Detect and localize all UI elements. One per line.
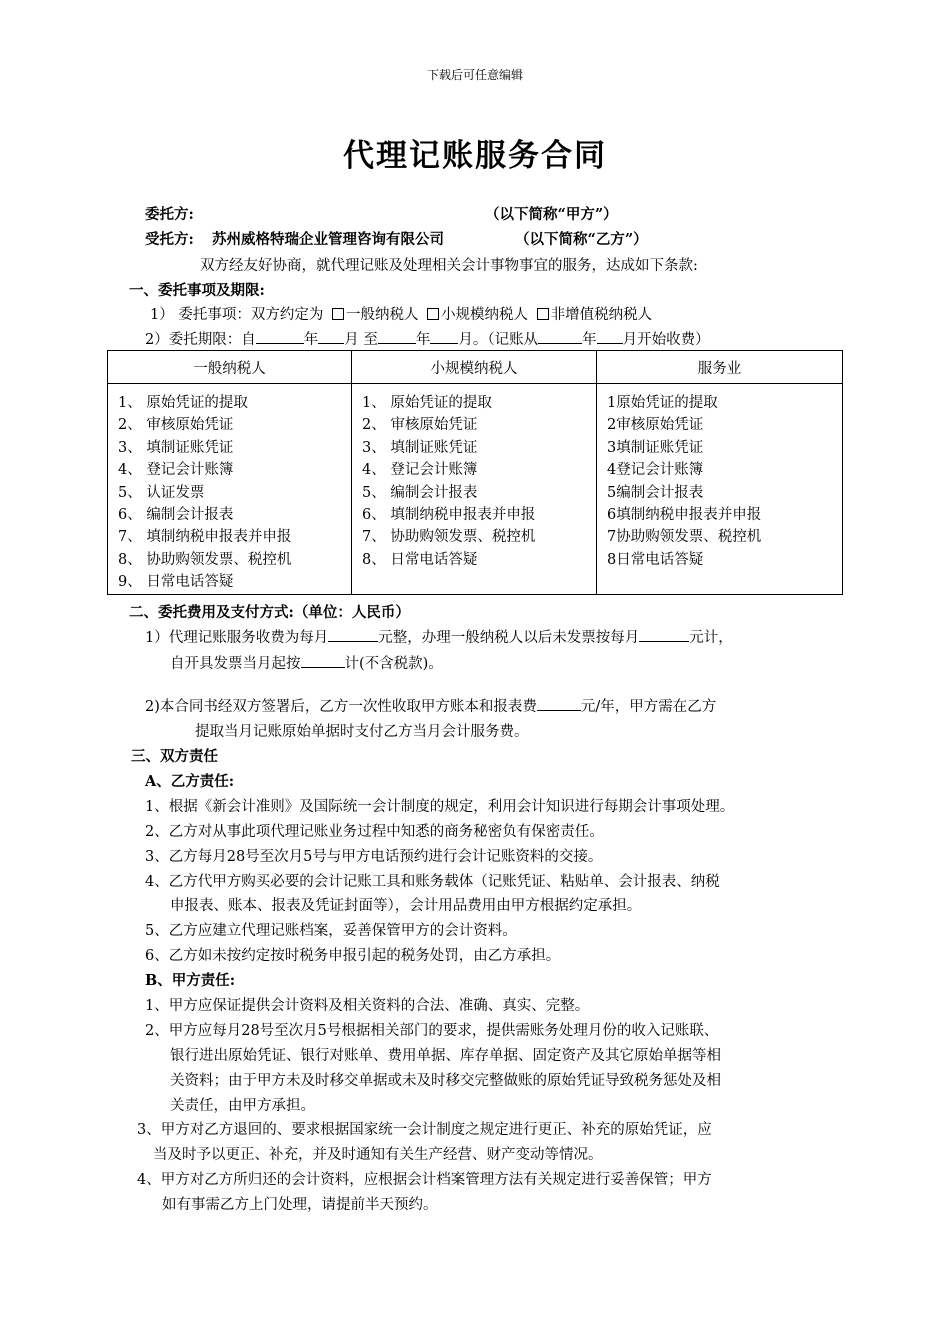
period-month2-label: 月。（记账从 bbox=[458, 332, 539, 348]
list-item: 4、 登记会计账簿 bbox=[362, 462, 478, 479]
list-item: 1、 原始凭证的提取 bbox=[362, 395, 492, 411]
fee-text-2b: 元/年，甲方需在乙方 bbox=[580, 699, 717, 715]
blank-end-year[interactable] bbox=[378, 329, 416, 344]
list-item: 1原始凭证的提取 bbox=[607, 395, 718, 411]
section1-heading: 一、委托事项及期限: bbox=[129, 282, 265, 299]
party-b-duty-6: 6、乙方如未按约定按时税务申报引起的税务处罚，由乙方承担。 bbox=[145, 948, 561, 964]
party-b-duty-3: 3、乙方每月28号至次月5号与甲方电话预约进行会计记账资料的交接。 bbox=[145, 849, 603, 865]
agent-label: 受托方: bbox=[145, 231, 194, 248]
table-header-general: 一般纳税人 bbox=[108, 351, 352, 384]
fee-text-d: 自开具发票当月起按 bbox=[170, 656, 301, 672]
delegation-items bbox=[150, 303, 652, 324]
fee-text-e: 计(不含税款)。 bbox=[344, 656, 443, 672]
agent-alias: （以下简称“乙方”） bbox=[515, 231, 648, 248]
period-month-label: 月 bbox=[344, 332, 359, 348]
party-a-duty-4: 4、甲方对乙方所归还的会计资料，应根据会计档案管理方法有关规定进行妥善保管；甲方 bbox=[137, 1172, 712, 1188]
client-alias: （以下简称“甲方”） bbox=[485, 206, 618, 223]
period-to-label: 至 bbox=[363, 332, 378, 348]
party-a-duty-heading: B、甲方责任: bbox=[145, 972, 236, 989]
list-item: 8、 协助购领发票、税控机 bbox=[118, 551, 292, 568]
blank-charge-year[interactable] bbox=[538, 329, 582, 344]
checkbox-non-vat-taxpayer[interactable] bbox=[537, 308, 549, 320]
party-a-duty-2-cont-1: 银行进出原始凭证、银行对账单、费用单据、库存单据、固定资产及其它原始单据等相 bbox=[170, 1048, 721, 1064]
blank-monthly-fee[interactable] bbox=[328, 627, 378, 642]
party-b-duty-1: 1、根据《新会计准则》及国际统一会计制度的规定，利用会计知识进行每期会计事项处理。 bbox=[145, 799, 735, 815]
party-a-duty-3-cont: 当及时予以更正、补充，并及时通知有关生产经营、财产变动等情况。 bbox=[153, 1147, 603, 1163]
party-a-duty-4-cont: 如有事需乙方上门处理，请提前半天预约。 bbox=[162, 1197, 438, 1213]
fee-paragraph-1-cont bbox=[170, 652, 443, 673]
list-item: 5编制会计报表 bbox=[607, 484, 704, 501]
period-prefix: 2）委托期限：自 bbox=[145, 332, 256, 348]
section3-heading: 三、双方责任 bbox=[131, 748, 218, 765]
list-item: 3、 填制证账凭证 bbox=[362, 439, 478, 456]
table-col-service bbox=[597, 384, 843, 595]
party-a-duty-3: 3、甲方对乙方退回的、要求根据国家统一会计制度之规定进行更正、补充的原始凭证，应 bbox=[137, 1122, 712, 1138]
party-a-duty-2-cont-3: 关责任，由甲方承担。 bbox=[170, 1098, 315, 1114]
fee-text-2a: 2)本合同书经双方签署后，乙方一次性收取甲方账本和报表费 bbox=[145, 699, 537, 715]
agent-name: 苏州威格特瑞企业管理咨询有限公司 bbox=[212, 231, 444, 248]
delegation-period bbox=[145, 328, 710, 349]
option-general-taxpayer: 一般纳税人 bbox=[345, 307, 419, 323]
list-item: 1、 原始凭证的提取 bbox=[118, 395, 248, 411]
list-item: 5、 编制会计报表 bbox=[362, 484, 478, 501]
party-b-duty-heading: A、乙方责任: bbox=[145, 773, 235, 790]
list-item: 8、 日常电话答疑 bbox=[362, 551, 478, 568]
section2-heading: 二、委托费用及支付方式:（单位：人民币） bbox=[129, 604, 410, 621]
blank-start-year[interactable] bbox=[256, 329, 304, 344]
list-item: 3、 填制证账凭证 bbox=[118, 439, 234, 456]
table-col-general bbox=[108, 384, 352, 595]
list-item: 8日常电话答疑 bbox=[607, 551, 704, 568]
party-a-duty-2: 2、甲方应每月28号至次月5号根据相关部门的要求，提供需账务处理月份的收入记账联、 bbox=[145, 1023, 719, 1039]
checkbox-small-taxpayer[interactable] bbox=[427, 308, 439, 320]
period-end-label: 月开始收费） bbox=[622, 332, 710, 348]
blank-invoice-rate[interactable] bbox=[301, 653, 345, 668]
party-b-duty-4: 4、乙方代甲方购买必要的会计记账工具和账务载体（记账凭证、粘贴单、会计报表、纳税 bbox=[145, 874, 720, 890]
list-item: 6、 填制纳税申报表并申报 bbox=[362, 507, 536, 524]
list-item: 6填制纳税申报表并申报 bbox=[607, 507, 762, 524]
table-col-small bbox=[352, 384, 597, 595]
header-note: 下载后可任意编辑 bbox=[426, 68, 523, 82]
list-item: 6、 编制会计报表 bbox=[118, 507, 234, 524]
list-item: 7协助购领发票、税控机 bbox=[607, 529, 762, 546]
list-item: 3填制证账凭证 bbox=[607, 439, 704, 456]
list-item: 4、 登记会计账簿 bbox=[118, 462, 234, 479]
fee-text-a: 1）代理记账服务收费为每月 bbox=[145, 630, 329, 646]
table-header-small: 小规模纳税人 bbox=[352, 351, 597, 384]
party-a-duty-2-cont-2: 关资料；由于甲方未及时移交单据或未及时移交完整做账的原始凭证导致税务惩处及相 bbox=[170, 1073, 721, 1089]
blank-start-month[interactable] bbox=[318, 329, 344, 344]
delegation-items-prefix: 1） 委托事项：双方约定为 bbox=[150, 307, 324, 323]
party-b-duty-2: 2、乙方对从事此项代理记账业务过程中知悉的商务秘密负有保密责任。 bbox=[145, 824, 604, 840]
period-year3-label: 年 bbox=[582, 332, 597, 348]
party-b-duty-5: 5、乙方应建立代理记账档案，妥善保管甲方的会计资料。 bbox=[145, 923, 517, 939]
client-label: 委托方: bbox=[145, 206, 194, 223]
fee-text-2c: 提取当月记账原始单据时支付乙方当月会计服务费。 bbox=[195, 724, 529, 740]
list-item: 5、 认证发票 bbox=[118, 484, 205, 501]
page-title: 代理记账服务合同 bbox=[343, 138, 607, 174]
blank-charge-month[interactable] bbox=[597, 329, 623, 344]
intro-text: 双方经友好协商，就代理记账及处理相关会计事物事宜的服务，达成如下条款: bbox=[200, 258, 698, 274]
blank-general-fee[interactable] bbox=[639, 627, 689, 642]
option-small-taxpayer: 小规模纳税人 bbox=[441, 307, 529, 323]
period-year2-label: 年 bbox=[415, 332, 431, 348]
list-item: 7、 协助购领发票、税控机 bbox=[362, 529, 536, 546]
option-non-vat-taxpayer: 非增值税纳税人 bbox=[550, 307, 653, 323]
fee-paragraph-1 bbox=[145, 626, 733, 647]
period-year-label: 年 bbox=[303, 332, 319, 348]
party-b-duty-4-cont: 申报表、账本、报表及凭证封面等），会计用品费用由甲方根据约定承担。 bbox=[170, 898, 642, 914]
fee-text-c: 元计， bbox=[689, 630, 733, 646]
fee-paragraph-2 bbox=[145, 695, 716, 716]
blank-book-fee[interactable] bbox=[537, 696, 581, 711]
checkbox-general-taxpayer[interactable] bbox=[332, 308, 344, 320]
list-item: 9、 日常电话答疑 bbox=[118, 574, 234, 591]
list-item: 7、 填制纳税申报表并申报 bbox=[118, 529, 292, 546]
fee-text-b: 元整，办理一般纳税人以后未发票按每月 bbox=[378, 630, 640, 646]
blank-end-month[interactable] bbox=[430, 329, 458, 344]
list-item: 4登记会计账簿 bbox=[607, 462, 704, 479]
party-a-duty-1: 1、甲方应保证提供会计资料及相关资料的合法、准确、真实、完整。 bbox=[145, 998, 590, 1014]
list-item: 2、 审核原始凭证 bbox=[118, 417, 234, 434]
service-table bbox=[107, 350, 843, 595]
list-item: 2审核原始凭证 bbox=[607, 417, 704, 434]
table-header-service: 服务业 bbox=[597, 351, 843, 384]
list-item: 2、 审核原始凭证 bbox=[362, 417, 478, 434]
